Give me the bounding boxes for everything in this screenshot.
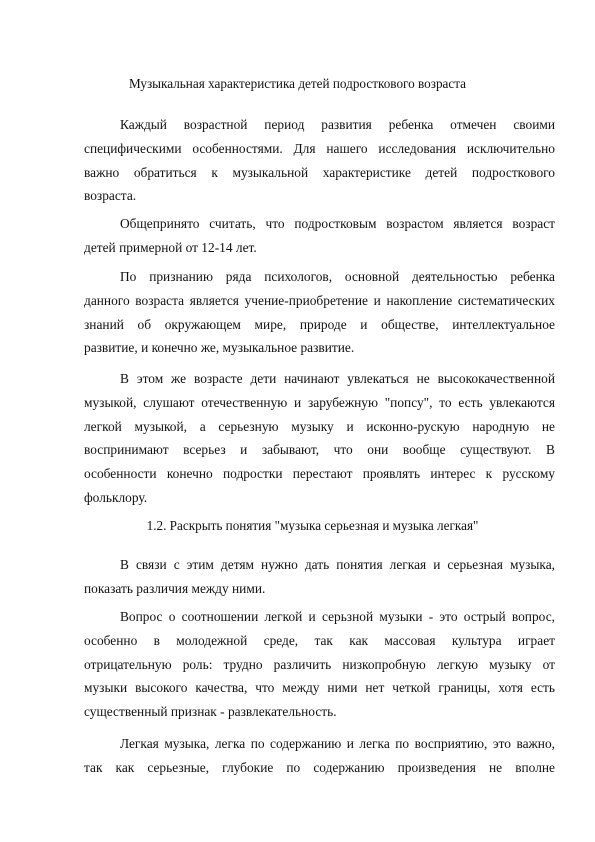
text-line: музыкой, слушают отечественную и зарубежную "попсу", то есть увлекаются [84,394,555,410]
text-line: отрицательную роль: трудно различить низкопробную легкую музыку от [84,656,555,672]
text-line: легкой музыкой, а серьезную музыку и исконно-рускую народную не [84,418,555,434]
text-line: детей примерной от 12-14 лет. [84,239,257,255]
paragraph-5 [84,553,555,601]
paragraph-3 [84,265,555,360]
text-line: существенный признак - развлекательность. [84,704,337,720]
text-line: фольклору. [84,489,148,505]
text-line: возраста. [84,188,137,204]
section-subheading: 1.2. Раскрыть понятия "музыка серьезная и музыка легкая" [146,518,479,533]
document-title: Музыкальная характеристика детей подросткового возраста [128,76,467,91]
text-line: данного возраста является учение-приобретение и накопление систематических [84,292,555,308]
paragraph-4 [84,367,555,510]
text-line: так как серьезные, глубокие по содержанию произведения не вполне [84,759,555,775]
paragraph-2 [84,212,555,260]
text-line: музыки высокого качества, что между ними нет четкой границы, хотя есть [84,680,555,696]
text-line: Легкая музыка, легка по содержанию и легка по восприятию, это важно, [120,736,555,751]
text-line: Каждый возрастной период развития ребенка отмечен своими [120,117,555,132]
text-line: показать различия между ними. [84,580,266,596]
text-line: Общепринято считать, что подростковым возрастом является возраст [120,216,555,231]
text-line: особенности конечно подростки перестают проявлять интерес к русскому [84,466,555,482]
text-line: По признанию ряда психологов, основной деятельностью ребенка [120,269,555,284]
text-line: Вопрос о соотношении легкой и серьзной музыки - это острый вопрос, [120,609,555,624]
text-line: В этом же возрасте дети начинают увлекаться не высококачественной [120,371,555,386]
text-line: развитие, и конечно же, музыкальное развитие. [84,340,355,356]
text-line: знаний об окружающем мире, природе и обществе, интеллектуальное [84,316,555,332]
paragraph-1 [84,113,555,208]
text-line: специфическими особенностями. Для нашего исследования исключительно [84,140,555,156]
text-line: воспринимают всерьез и забывают, что они вообще существуют. В [84,442,555,458]
text-line: особенно в молодежной среде, так как массовая культура играет [84,632,555,648]
text-line: В связи с этим детям нужно дать понятия легкая и серьезная музыка, [120,557,555,572]
text-line: важно обратиться к музыкальной характеристике детей подросткового [84,164,555,180]
paragraph-7 [84,732,555,780]
paragraph-6 [84,605,555,724]
